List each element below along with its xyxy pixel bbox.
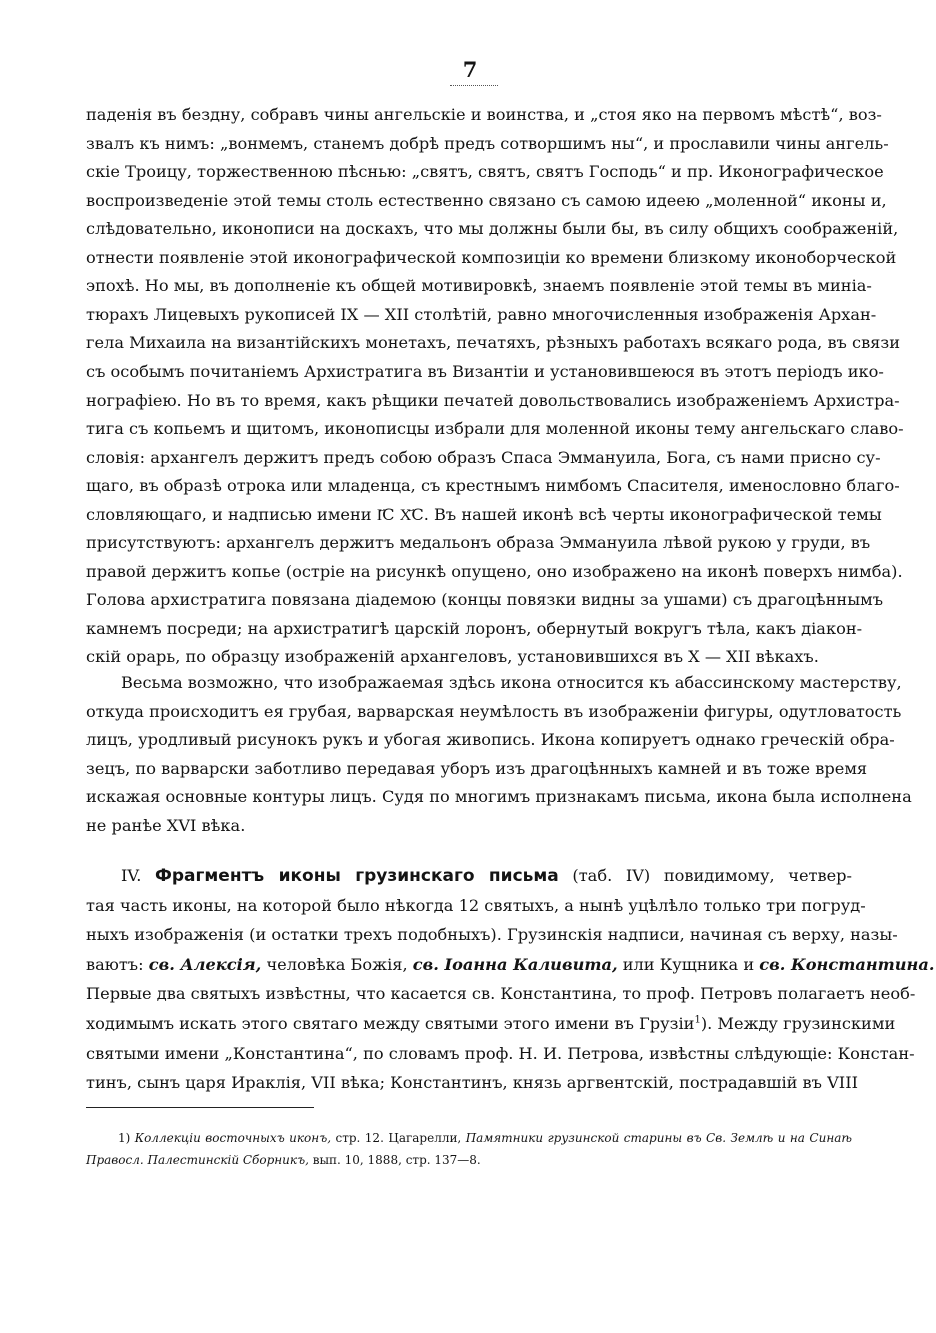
text-line: съ особымъ почитаніемъ Архистратига въ Византіи и установившеюся въ этотъ періодъ ико- — [86, 361, 884, 381]
text-line: эпохѣ. Но мы, въ дополненіе къ общей мотивировкѣ, знаемъ появленіе этой темы въ миніа- — [86, 276, 872, 296]
section-iv-line-8: тинъ, сынъ царя Ираклія, VII вѣка; Константинъ, князь аргвентскій, пострадавшій въ VIII — [86, 1073, 858, 1092]
footnote-reference: 1 — [694, 1014, 701, 1026]
section-iv-line-5: Первые два святыхъ извѣстны, что касается св. Константина, то проф. Петровъ полагаетъ необ- — [86, 984, 916, 1003]
text-line: искажая основные контуры лицъ. Судя по многимъ признакамъ письма, икона была исполнена — [86, 787, 912, 807]
page-number-underline — [450, 85, 498, 86]
text-line: Голова архистратига повязана діадемою (концы повязки видны за ушами) съ драгоцѣннымъ — [86, 590, 883, 610]
saint-name: св. Алексія, — [148, 955, 262, 974]
text-line: Весьма возможно, что изображаемая здѣсь икона относится къ абассинскому мастерству, — [121, 673, 902, 692]
text-line: нографіею. Но въ то время, какъ рѣщики печатей довольствовались изображеніемъ Архистра- — [86, 390, 900, 410]
saint-name: св. Іоанна Каливита, — [412, 955, 618, 974]
text-line: тюрахъ Лицевыхъ рукописей IX — XII столѣтій, равно многочисленныя изображенія Архан- — [86, 304, 877, 324]
text-line: словія: архангелъ держитъ предъ собою образъ Спаса Эммануила, Бога, съ нами присно су- — [86, 447, 881, 467]
footnote-line-1: 1) Коллекціи восточныхъ иконъ, стр. 12. Цагарелли, Памятники грузинской старины въ Св. Землѣ и на Синаѣ — [118, 1131, 852, 1145]
section-iv-line-2: тая часть иконы, на которой было нѣкогда 12 святыхъ, а нынѣ уцѣлѣло только три погруд- — [86, 896, 866, 915]
section-number: IV. — [121, 866, 142, 885]
text-line: откуда происходитъ ея грубая, варварская неумѣлость въ изображеніи фигуры, одутловатость — [86, 701, 902, 721]
text-line: скій орарь, по образцу изображеній архангеловъ, установившихся въ X — XII вѣкахъ. — [86, 647, 819, 667]
saint-name: св. Константина. — [759, 955, 935, 974]
text-line: звалъ къ нимъ: „вонмемъ, станемъ добрѣ предъ сотворшимъ ны“, и прославили чины ангель- — [86, 133, 889, 153]
section-iv-line-3: ныхъ изображенія (и остатки трехъ подобныхъ). Грузинскія надписи, начиная съ верху, назы- — [86, 925, 898, 944]
text-line: слѣдовательно, иконописи на доскахъ, что мы должны были бы, въ силу общихъ соображеній, — [86, 219, 899, 239]
footnote-line-2: Правосл. Палестинскій Сборникъ, вып. 10, 1888, стр. 137—8. — [86, 1153, 481, 1167]
section-iv-line-7: святыми имени „Константина“, по словамъ проф. Н. И. Петрова, извѣстны слѣдующіе: Констан- — [86, 1044, 915, 1063]
text-line: гела Михаила на византійскихъ монетахъ, печатяхъ, рѣзныхъ работахъ всякаго рода, въ связи — [86, 333, 901, 353]
text-line: скіе Троицу, торжественною пѣснью: „святъ, святъ, святъ Господь“ и пр. Иконографическое — [86, 162, 884, 182]
section-iv-line-4: ваютъ: св. Алексія, человѣка Божія, св. Іоанна Каливита, или Кущника и св. Константина. — [86, 955, 935, 974]
page-number: 7 — [462, 57, 478, 82]
section-iv-line-6: ходимымъ искать этого святаго между святыми этого имени въ Грузіи$^1$). Между грузинскими — [86, 1014, 896, 1033]
text-line: не ранѣе XVI вѣка. — [86, 816, 246, 835]
text-line: воспроизведеніе этой темы столь естественно связано съ самою идеею „моленной“ иконы и, — [86, 190, 887, 210]
text-line: правой держитъ копье (остріе на рисункѣ опущено, оно изображено на иконѣ поверхъ нимба). — [86, 561, 903, 581]
section-heading: Фрагментъ иконы грузинскаго письма — [155, 866, 559, 886]
text-line: отнести появленіе этой иконографической композиціи ко времени близкому иконоборческой — [86, 247, 897, 267]
text-line: щаго, въ образѣ отрока или младенца, съ крестнымъ нимбомъ Спасителя, именословно благо- — [86, 476, 900, 496]
text-line: зецъ, по варварски заботливо передавая уборъ изъ драгоцѣнныхъ камней и въ тоже время — [86, 758, 868, 778]
footnote-divider — [86, 1107, 314, 1108]
text-line: словляющаго, и надписью имени І҃С Х҃С. Въ нашей иконѣ всѣ черты иконографической темы — [86, 504, 882, 524]
footnote-marker: 1) — [118, 1131, 131, 1145]
text-line: лицъ, уродливый рисунокъ рукъ и убогая живопись. Икона копируетъ однако греческій обра- — [86, 730, 895, 750]
text-line: присутствуютъ: архангелъ держитъ медальонъ образа Эммануила лѣвой рукою у груди, въ — [86, 533, 871, 553]
text-line: тига съ копьемъ и щитомъ, иконописцы избрали для моленной иконы тему ангельскаго славо- — [86, 419, 904, 439]
text-line: паденія въ бездну, собравъ чины ангельскіе и воинства, и „стоя яко на первомъ мѣстѣ“, воз- — [86, 105, 882, 124]
text-line: камнемъ посреди; на архистратигѣ царскій лоронъ, обернутый вокругъ тѣла, какъ діакон- — [86, 618, 863, 638]
section-iv-line-1: IV. Фрагментъ иконы грузинскаго письма (таб. IV) повидимому, четвер- — [121, 866, 853, 886]
